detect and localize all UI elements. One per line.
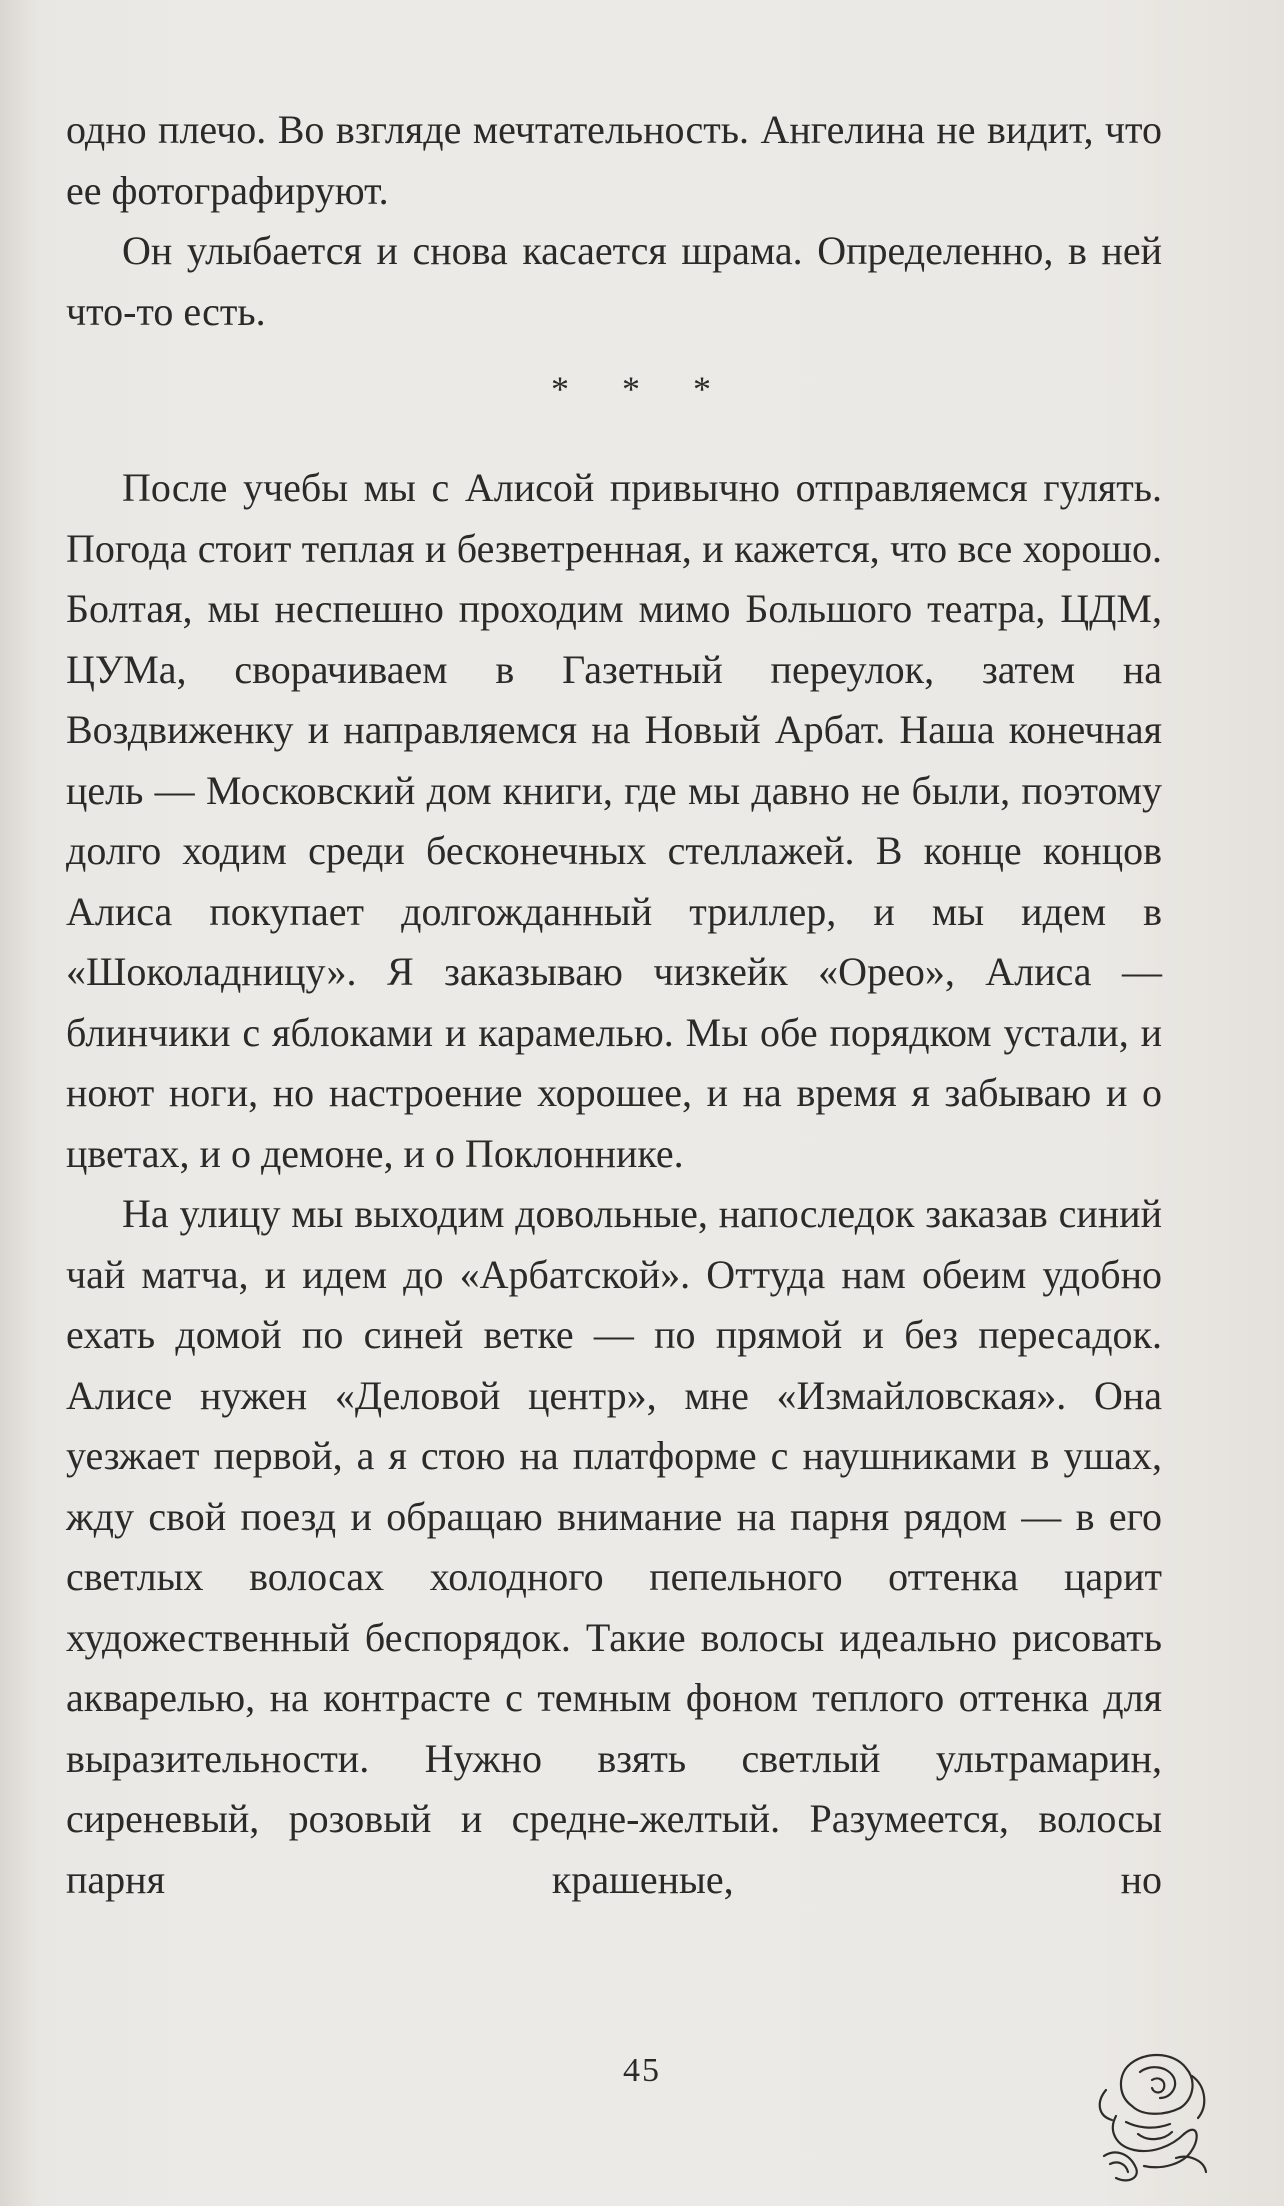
paragraph-scar: Он улыбается и снова касается шрама. Определенно, в ней что-то есть. — [66, 228, 1162, 334]
paragraph-continuation: одно плечо. Во взгляде мечтательность. Ангелина не видит, что ее фотографируют. — [66, 107, 1162, 213]
rose-sketch-icon — [1088, 2046, 1218, 2186]
top-text-block — [66, 100, 1162, 342]
main-text-block — [66, 458, 1162, 1910]
section-divider: * * * — [551, 369, 733, 409]
paragraph-walk: После учебы мы с Алисой привычно отправляемся гулять. Погода стоит теплая и безветренная, и кажется, что все хорошо. Болтая, мы неспешно проходим мимо Большого театра, ЦДМ, ЦУМа, сворачиваем в Газетный переулок, затем на Воздвиженку и направляемся на Новый Арбат. Наша конечная цель — Московский дом книги, где мы давно не были, поэтому долго ходим среди бесконечных стеллажей. В конце концов Алиса покупает долгожданный триллер, и мы идем в «Шоколадницу». Я заказываю чизкейк «Орео», Алиса — блинчики с яблоками и карамелью. Мы обе порядком устали, и ноют ноги, но настроение хорошее, и на время я забываю и о цветах, и о демоне, и о Поклоннике. — [66, 465, 1162, 1176]
paragraph-metro: На улицу мы выходим довольные, напоследок заказав синий чай матча, и идем до «Арбатской». Оттуда нам обеим удобно ехать домой по синей ветке — по прямой и без пересадок. Алисе нужен «Деловой центр», мне «Измайловская». Она уезжает первой, а я стою на платформе с наушниками в ушах, жду свой поезд и обращаю внимание на парня рядом — в его светлых волосах холодного пепельного оттенка царит художественный беспорядок. Такие волосы идеально рисовать акварелью, на контрасте с темным фоном теплого оттенка для выразительности. Нужно взять светлый ультрамарин, сиреневый, розовый и средне-желтый. Разумеется, волосы парня крашеные, но — [66, 1191, 1162, 1902]
page-number: 45 — [623, 2052, 661, 2089]
